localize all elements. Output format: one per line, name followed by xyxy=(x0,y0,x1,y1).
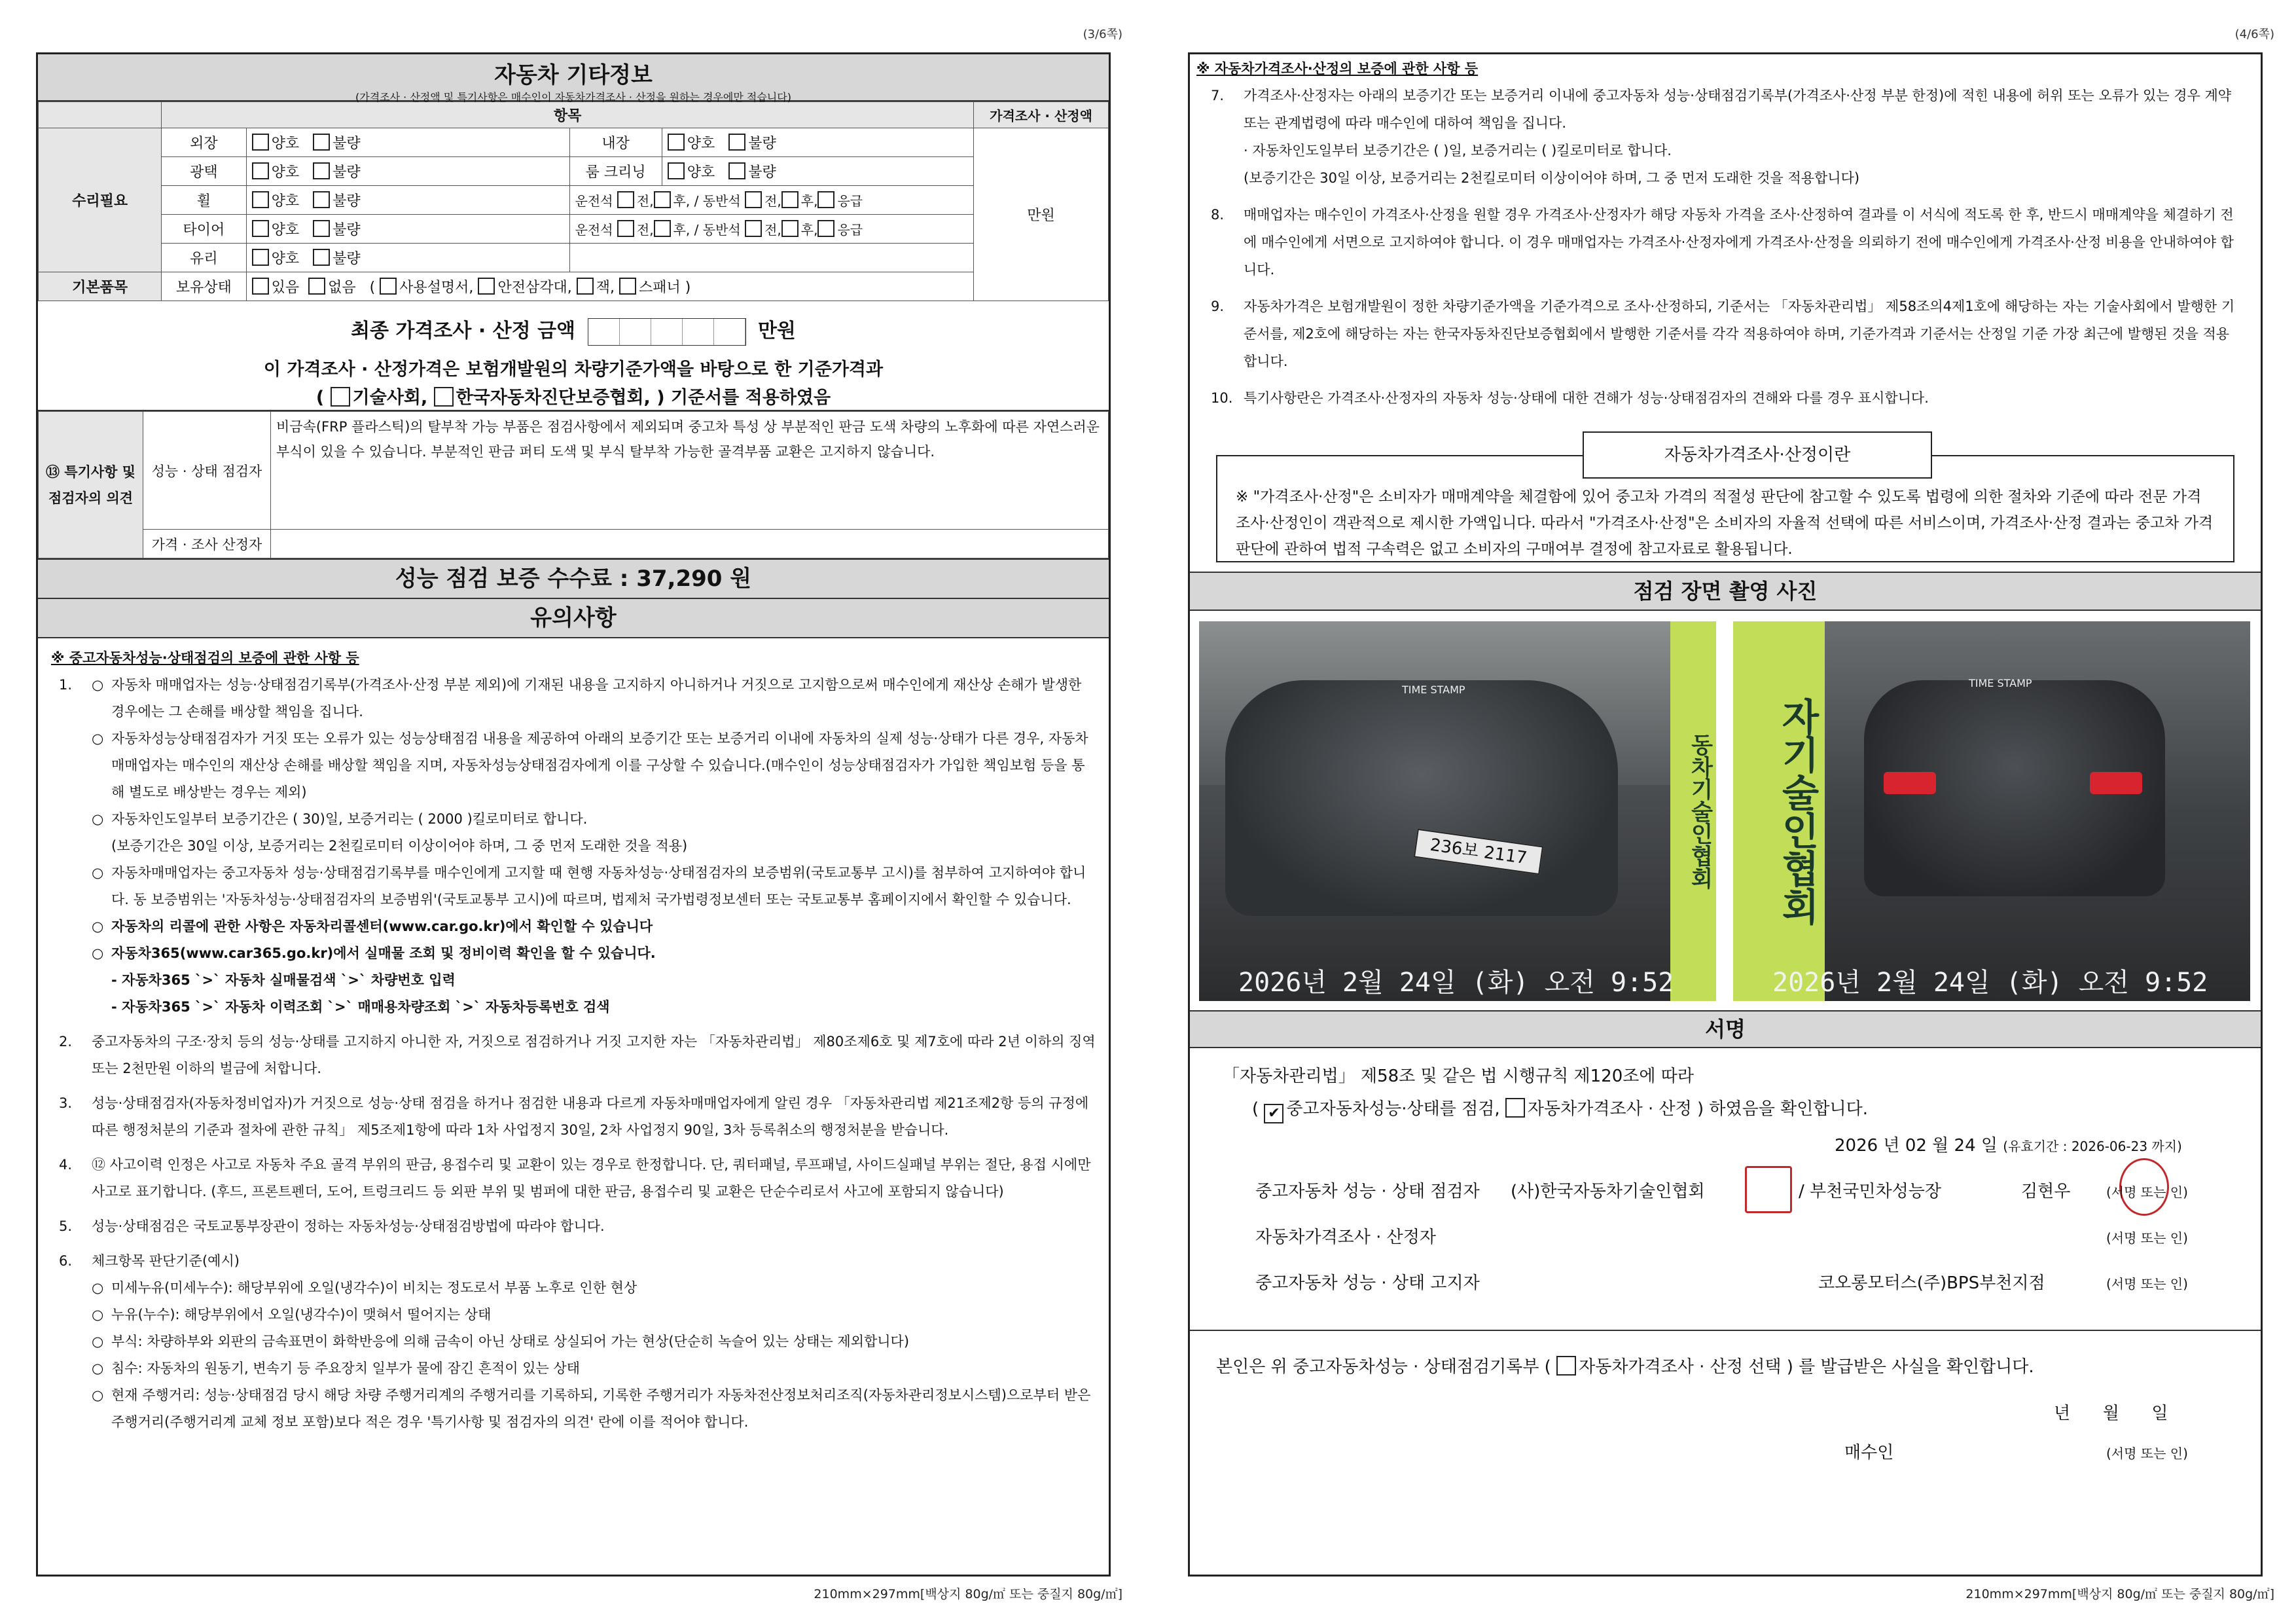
signer-org: (사)한국자동차기술인협회 xyxy=(1511,1182,1705,1201)
row-wheel: 휠 xyxy=(162,186,246,215)
sign-section xyxy=(1190,1048,2261,1331)
receipt-section xyxy=(1190,1331,2261,1527)
buyer-sig: (서명 또는 인) xyxy=(2106,1446,2188,1461)
final-label: 최종 가격조사 · 산정 금액 xyxy=(351,319,576,342)
page-3 xyxy=(36,0,1122,1623)
row-tire: 타이어 xyxy=(162,215,246,244)
price-notice-list xyxy=(1190,82,2261,412)
checkbox[interactable] xyxy=(817,191,834,208)
checkbox[interactable] xyxy=(313,249,330,266)
checkbox[interactable] xyxy=(313,220,330,237)
signer-role: 자동차가격조사 · 산정자 xyxy=(1255,1228,1436,1247)
page-subtitle: (가격조사 · 산정액 및 특기사항은 매수인이 자동차가격조사 · 산정을 원하는 경우에만 적습니다) xyxy=(355,91,791,103)
sign-check: ( ✔ 중고자동차성능·상태를 점검, 자동차가격조사 · 산정 ) 하였음을 확인합니다. xyxy=(1252,1095,1868,1123)
notice-item-10: 10. 특기사항란은 가격조사·산정자의 자동차 성능·상태에 대한 견해가 성능·상태점검자의 견해와 다를 경우 표시합니다. xyxy=(1211,390,1929,406)
inspection-photo-rear xyxy=(1733,621,2250,1001)
basic-label: 기본품목 xyxy=(39,272,162,301)
sig-label: (서명 또는 인) xyxy=(2106,1276,2188,1292)
checkbox[interactable] xyxy=(308,278,325,295)
checkbox[interactable] xyxy=(745,220,762,237)
notice-item-7: 7. 가격조사·산정자는 아래의 보증기간 또는 보증거리 이내에 중고자동차 성능·상태점검기록부(가격조사·산정 부분 한정)에 적힌 내용에 허위 또는 오류가 있는 경우 계약 또는 관계법령에 따라 매수인에 대하여 책임을 집니다. · 자동차인도일부터 보증기간은 ( )일, 보증거리는 ( )킬로미터로 합니다. (보증기간은 30일 이상, 보증거리는 2천킬로미터 이상이어야 하며, 그 중 먼저 도래한 것을 적용합니다) xyxy=(1211,88,2232,186)
left-frame xyxy=(36,52,1111,1577)
sign-date: 2026 년 02 월 24 일 (유효기간 : 2026-06-23 까지) xyxy=(1835,1136,2182,1156)
checkbox[interactable] xyxy=(1505,1098,1525,1118)
wheel-positions: 운전석 전, 후, / 동반석 전, 후, 응급 xyxy=(569,186,974,215)
checkbox[interactable] xyxy=(728,162,745,179)
special-table xyxy=(38,411,1109,558)
special-text: 비금속(FRP 플라스틱)의 탈부착 가능 부품은 점검사항에서 제외되며 중고차 특성 상 부분적인 판금 도색 차량의 노후화에 따른 자연스러운 부식이 있을 수 있습니다. 부분적인 판금 퍼티 도색 및 부식 탈부착 가능한 골격부품 교환은 고지하지 않습니다. xyxy=(271,412,1109,530)
checkbox[interactable] xyxy=(619,278,636,295)
final-line1: 이 가격조사 · 산정가격은 보험개발원의 차량기준가액을 바탕으로 한 기준가격과 xyxy=(263,359,884,380)
checkbox[interactable] xyxy=(668,134,685,151)
checkbox[interactable] xyxy=(668,162,685,179)
photo-area xyxy=(1190,611,2261,1010)
final-unit: 만원 xyxy=(757,319,796,342)
row-exterior: 외장 xyxy=(162,128,246,157)
box-text: ※ "가격조사·산정"은 소비자가 매매계약을 체결함에 있어 중고차 가격의 적절성 판단에 참고할 수 있도록 법령에 의한 절차와 기준에 따라 전문 가격조사·산정인이 객관적으로 제시한 가액입니다. 따라서 "가격조사·산정"은 소비자의 자율적 선택에 따른 서비스이며, 가격조사·산정 결과는 중고차 가격판단에 관하여 법적 구속력은 없고 소비자의 구매여부 결정에 참고자료로 활용됩니다. xyxy=(1236,488,2214,558)
checkbox[interactable] xyxy=(478,278,495,295)
fee-bar: 성능 점검 보증 수수료 : 37,290 원 xyxy=(38,558,1109,599)
box-title: 자동차가격조사·산정이란 xyxy=(1583,431,1932,479)
row-roomclean: 룸 크리닝 xyxy=(569,157,662,186)
checkbox[interactable] xyxy=(331,387,350,407)
price-head: ※ 자동차가격조사·산정의 보증에 관한 사항 등 xyxy=(1196,61,1479,77)
notice-list xyxy=(38,645,1109,1436)
photo-title: 점검 장면 촬영 사진 xyxy=(1190,572,2261,611)
notice-item-6: 6. 체크항목 판단기준(예시) ○ 미세누유(미세누수): 해당부위에 오일(냉각수)이 비치는 정도로서 부품 노후로 인한 현상 ○ 누유(누수): 해당부위에서 오일(냉각수)이 맺혀서 떨어지는 상태 ○ 부식: 차량하부와 외판의 금속표면이 화학반응에 의해 금속이 아닌 상태로 상실되어 가는 현상(단순히 녹슬어 있는 상태는 제외합니다) ○ 침수: 자동차의 원동기, 변속기 등 주요장치 일부가 물에 잠긴 흔적이 있는 상태 ○ 현재 주행거리: 성능·상태점검 당시 해당 차량 주행거리계의 주행거리를 기록하되, 기록한 주행거리가 자동차전산정보처리조직(자동차관리정보시스템)으로부터 받은 주행거리(주행거리계 교체 정보 포함)보다 적은 경우 '특기사항 및 점검자의 의견' 란에 이를 적어야 합니다. xyxy=(59,1253,1091,1430)
etc-info-table: 항목 가격조사 · 산정액 수리필요 외장 양호 불량 내장 양호 불량 만원 광택 양호 불량 룸 크리닝 양호 불량 휠 양호 불량 운전석 전, 후, / 동반석 전, 후, 응급 타이어 양호 불량 운전석 전, 후, / 동반석 전, 후, 응급 유리 양호 불량 기본품목 보유상태 있음 없음 ( 사용설명서, 안전삼각대, 잭, 스패너 ) xyxy=(38,101,1109,301)
perf-inspector-label: 성능 · 상태 점검자 xyxy=(143,412,271,530)
col-price: 가격조사 · 산정액 xyxy=(974,102,1109,128)
checkbox[interactable] xyxy=(252,134,269,151)
checkbox[interactable] xyxy=(313,134,330,151)
notice-item-8: 8. 매매업자는 매수인이 가격조사·산정을 원할 경우 가격조사·산정자가 해당 자동차 가격을 조사·산정하여 결과를 이 서식에 적도록 한 후, 반드시 매매계약을 체결하기 전에 매수인에게 서면으로 고지하여야 합니다. 이 경우 매매업자는 가격조사·산정자에게 가격조사·산정을 의뢰하기 전에 매수인에게 가격조사·산정 비용을 안내하여야 합니다. xyxy=(1211,207,2234,278)
signer-role: 중고자동차 성능 · 상태 고지자 xyxy=(1255,1273,1480,1293)
col-item: 항목 xyxy=(162,102,974,128)
official-seal xyxy=(1745,1166,1792,1213)
footer: 210mm×297mm[백상지 80g/㎡ 또는 중질지 80g/㎡] xyxy=(1965,1587,2274,1601)
title-bar xyxy=(38,54,1109,101)
checkbox[interactable] xyxy=(617,191,634,208)
price-info-box xyxy=(1216,431,2234,562)
timestamp-label: TIME STAMP xyxy=(1402,684,1465,696)
special-label: ⑬ 특기사항 및 점검자의 의견 xyxy=(39,412,143,558)
checkbox[interactable] xyxy=(817,220,834,237)
photo-timestamp: 2026년 2월 24일 (화) 오전 9:52 xyxy=(1772,968,2208,998)
footer: 210mm×297mm[백상지 80g/㎡ 또는 중질지 80g/㎡] xyxy=(814,1587,1122,1601)
checkbox[interactable] xyxy=(617,220,634,237)
sign-law: 「자동차관리법」 제58조 및 같은 법 시행규칙 제120조에 따라 xyxy=(1223,1067,1694,1086)
notice-item-5: 5. 성능·상태점검은 국토교통부장관이 정하는 자동차성능·상태점검방법에 따라야 합니다. xyxy=(59,1218,605,1234)
final-price-block xyxy=(38,301,1109,411)
sig-label: (서명 또는 인) xyxy=(2106,1230,2188,1246)
checkbox[interactable] xyxy=(252,278,269,295)
checkbox[interactable] xyxy=(654,220,671,237)
checkbox[interactable] xyxy=(728,134,745,151)
checkbox[interactable] xyxy=(252,249,269,266)
checkbox[interactable] xyxy=(434,387,454,407)
right-frame xyxy=(1188,52,2263,1577)
inspection-photo-front xyxy=(1199,621,1716,1001)
photo-timestamp: 2026년 2월 24일 (화) 오전 9:52 xyxy=(1238,968,1674,998)
signer-role: 중고자동차 성능 · 상태 점검자 xyxy=(1255,1182,1480,1201)
checkbox[interactable] xyxy=(781,191,798,208)
notice-item-1: 1. ○ 자동차 매매업자는 성능·상태점검기록부(가격조사·산정 부분 제외)에 기재된 내용을 고지하지 아니하거나 거짓으로 고지함으로써 매수인에게 재산상 손해가 발생한 경우에는 그 손해를 배상할 책임을 집니다. ○ 자동차성능상태점검자가 거짓 또는 오류가 있는 성능상태점검 내용을 제공하여 아래의 보증기간 또는 보증거리 이내에 자동차의 실제 성능·상태가 다른 경우, 자동차매매업자는 매수인의 재산상 손해를 배상할 책임을 지며, 자동차성능상태점검자에게 이를 구상할 수 있습니다.(매수인이 성능상태점검자가 가입한 책임보험 등을 통해 별도로 배상받는 경우는 제외) ○ 자동차인도일부터 보증기간은 ( 30)일, 보증거리는 ( 2000 )킬로미터로 합니다. (보증기간은 30일 이상, 보증거리는 2천킬로미터 이상이어야 하며, 그 중 먼저 도래한 것을 적용) ○ 자동차매매업자는 중고자동차 성능·상태점검기록부를 매수인에게 고지할 때 현행 자동차성능·상태점검자의 보증범위(국토교통부 고시)를 첨부하여 고지하여야 합니다. 동 보증범위는 '자동차성능·상태점검자의 보증범위'(국토교통부 고시)에 따르며, 법제처 국가법령정보센터 또는 국토교통부 홈페이지에서 확인할 수 있습니다. ○ 자동차의 리콜에 관한 사항은 자동차리콜센터(www.car.go.kr)에서 확인할 수 있습니다 ○ 자동차365(www.car365.go.kr)에서 실매물 조회 및 정비이력 확인을 할 수 있습니다. - 자동차365 `>` 자동차 실매물검색 `>` 차량번호 입력 - 자동차365 `>` 자동차 이력조회 `>` 매매용차량조회 `>` 자동차등록번호 검색 xyxy=(59,677,1088,1015)
timestamp-label: TIME STAMP xyxy=(1969,677,2032,689)
checkbox[interactable] xyxy=(380,278,397,295)
checkbox-checked[interactable]: ✔ xyxy=(1264,1104,1283,1123)
notice-item-2: 2. 중고자동차의 구조·장치 등의 성능·상태를 고지하지 아니한 자, 거짓으로 점검하거나 거짓 고지한 자는 「자동차관리법」 제80조제6호 및 제7호에 따라 2년 이하의 징역 또는 2천만원 이하의 벌금에 처합니다. xyxy=(59,1034,1096,1076)
checkbox[interactable] xyxy=(577,278,594,295)
checkbox[interactable] xyxy=(252,191,269,208)
final-amount-boxes[interactable] xyxy=(588,318,746,346)
page-number: (3/6쪽) xyxy=(1083,27,1122,41)
checkbox[interactable] xyxy=(313,191,330,208)
buyer-label: 매수인 xyxy=(1844,1443,1894,1463)
receipt-date: 년 월 일 xyxy=(2054,1404,2168,1423)
row-interior: 내장 xyxy=(569,128,662,157)
checkbox[interactable] xyxy=(1556,1356,1576,1376)
license-plate: 236보 2117 xyxy=(1414,829,1543,875)
notice-item-3: 3. 성능·상태점검자(자동차정비업자)가 거짓으로 성능·상태 점검을 하거나 점검한 내용과 다르게 자동차매매업자에게 알린 경우 「자동차관리법 제21조제2항 등의 규정에 따른 행정처분의 기준과 절차에 관한 규칙」 제5조제1항에 따라 1차 사업정지 30일, 2차 사업정지 90일, 3차 등록취소의 행정처분을 받습니다. xyxy=(59,1095,1089,1138)
checkbox[interactable] xyxy=(654,191,671,208)
signer-name: 김현우 xyxy=(2021,1182,2071,1201)
row-glass: 유리 xyxy=(162,244,246,272)
tire-positions: 운전석 전, 후, / 동반석 전, 후, 응급 xyxy=(569,215,974,244)
repair-label: 수리필요 xyxy=(39,128,162,272)
notice-item-4: 4. ⑫ 사고이력 인정은 사고로 자동차 주요 골격 부위의 판금, 용접수리 및 교환이 있는 경우로 한정합니다. 단, 쿼터패널, 루프패널, 사이드실패널 부위는 절단, 용접 시에만 사고로 표기합니다. (후드, 프론트펜더, 도어, 트렁크리드 등 외판 부위 및 범퍼에 대한 판금, 용접수리 및 교환은 단순수리로서 사고에 포함되지 않습니다) xyxy=(59,1157,1091,1199)
notice-head: ※ 중고자동차성능·상태점검의 보증에 관한 사항 등 xyxy=(51,650,359,666)
page-4 xyxy=(1188,0,2274,1623)
sign-title: 서명 xyxy=(1190,1010,2261,1048)
row-basic: 보유상태 xyxy=(162,272,246,301)
checkbox[interactable] xyxy=(252,162,269,179)
checkbox[interactable] xyxy=(781,220,798,237)
signer-branch: / 부천국민차성능장 xyxy=(1799,1182,1941,1201)
notifier-name: 코오롱모터스(주)BPS부천지점 xyxy=(1818,1273,2045,1293)
price-inspector-label: 가격 · 조사 산정자 xyxy=(143,530,271,558)
notice-item-9: 9. 자동차가격은 보험개발원이 정한 차량기준가액을 기준가격으로 조사·산정하되, 기준서는 「자동차관리법」 제58조의4제1호에 해당하는 자는 기술사회에서 발행한 기준서를, 제2호에 해당하는 자는 한국자동차진단보증협회에서 발행한 기준서를 각각 적용하여야 하며, 기준가격과 기준서는 산정일 기준 가장 최근에 발행된 것을 적용합니다. xyxy=(1211,299,2235,369)
final-line2: ( 기술사회, 한국자동차진단보증협회, ) 기준서를 적용하였음 xyxy=(315,387,831,408)
car-body xyxy=(1225,680,1618,916)
page-number: (4/6쪽) xyxy=(2234,27,2274,41)
checkbox[interactable] xyxy=(313,162,330,179)
checkbox[interactable] xyxy=(252,220,269,237)
receipt-text: 본인은 위 중고자동차성능 · 상태점검기록부 ( 자동차가격조사 · 산정 선택 ) 를 발급받은 사실을 확인합니다. xyxy=(1216,1357,2034,1377)
notice-title: 유의사항 xyxy=(38,599,1109,638)
row-gloss: 광택 xyxy=(162,157,246,186)
sig-label: (서명 또는 인) xyxy=(2106,1184,2188,1200)
page-title: 자동차 기타정보 xyxy=(494,62,653,88)
basic-options: 있음 없음 ( 사용설명서, 안전삼각대, 잭, 스패너 ) xyxy=(246,272,974,301)
exterior-options: 양호 불량 xyxy=(246,128,569,157)
checkbox[interactable] xyxy=(745,191,762,208)
banner: 동차기술인협회 xyxy=(1670,621,1716,1001)
price-unit: 만원 xyxy=(974,128,1109,301)
banner: 자기술인협회 xyxy=(1733,621,1825,1001)
